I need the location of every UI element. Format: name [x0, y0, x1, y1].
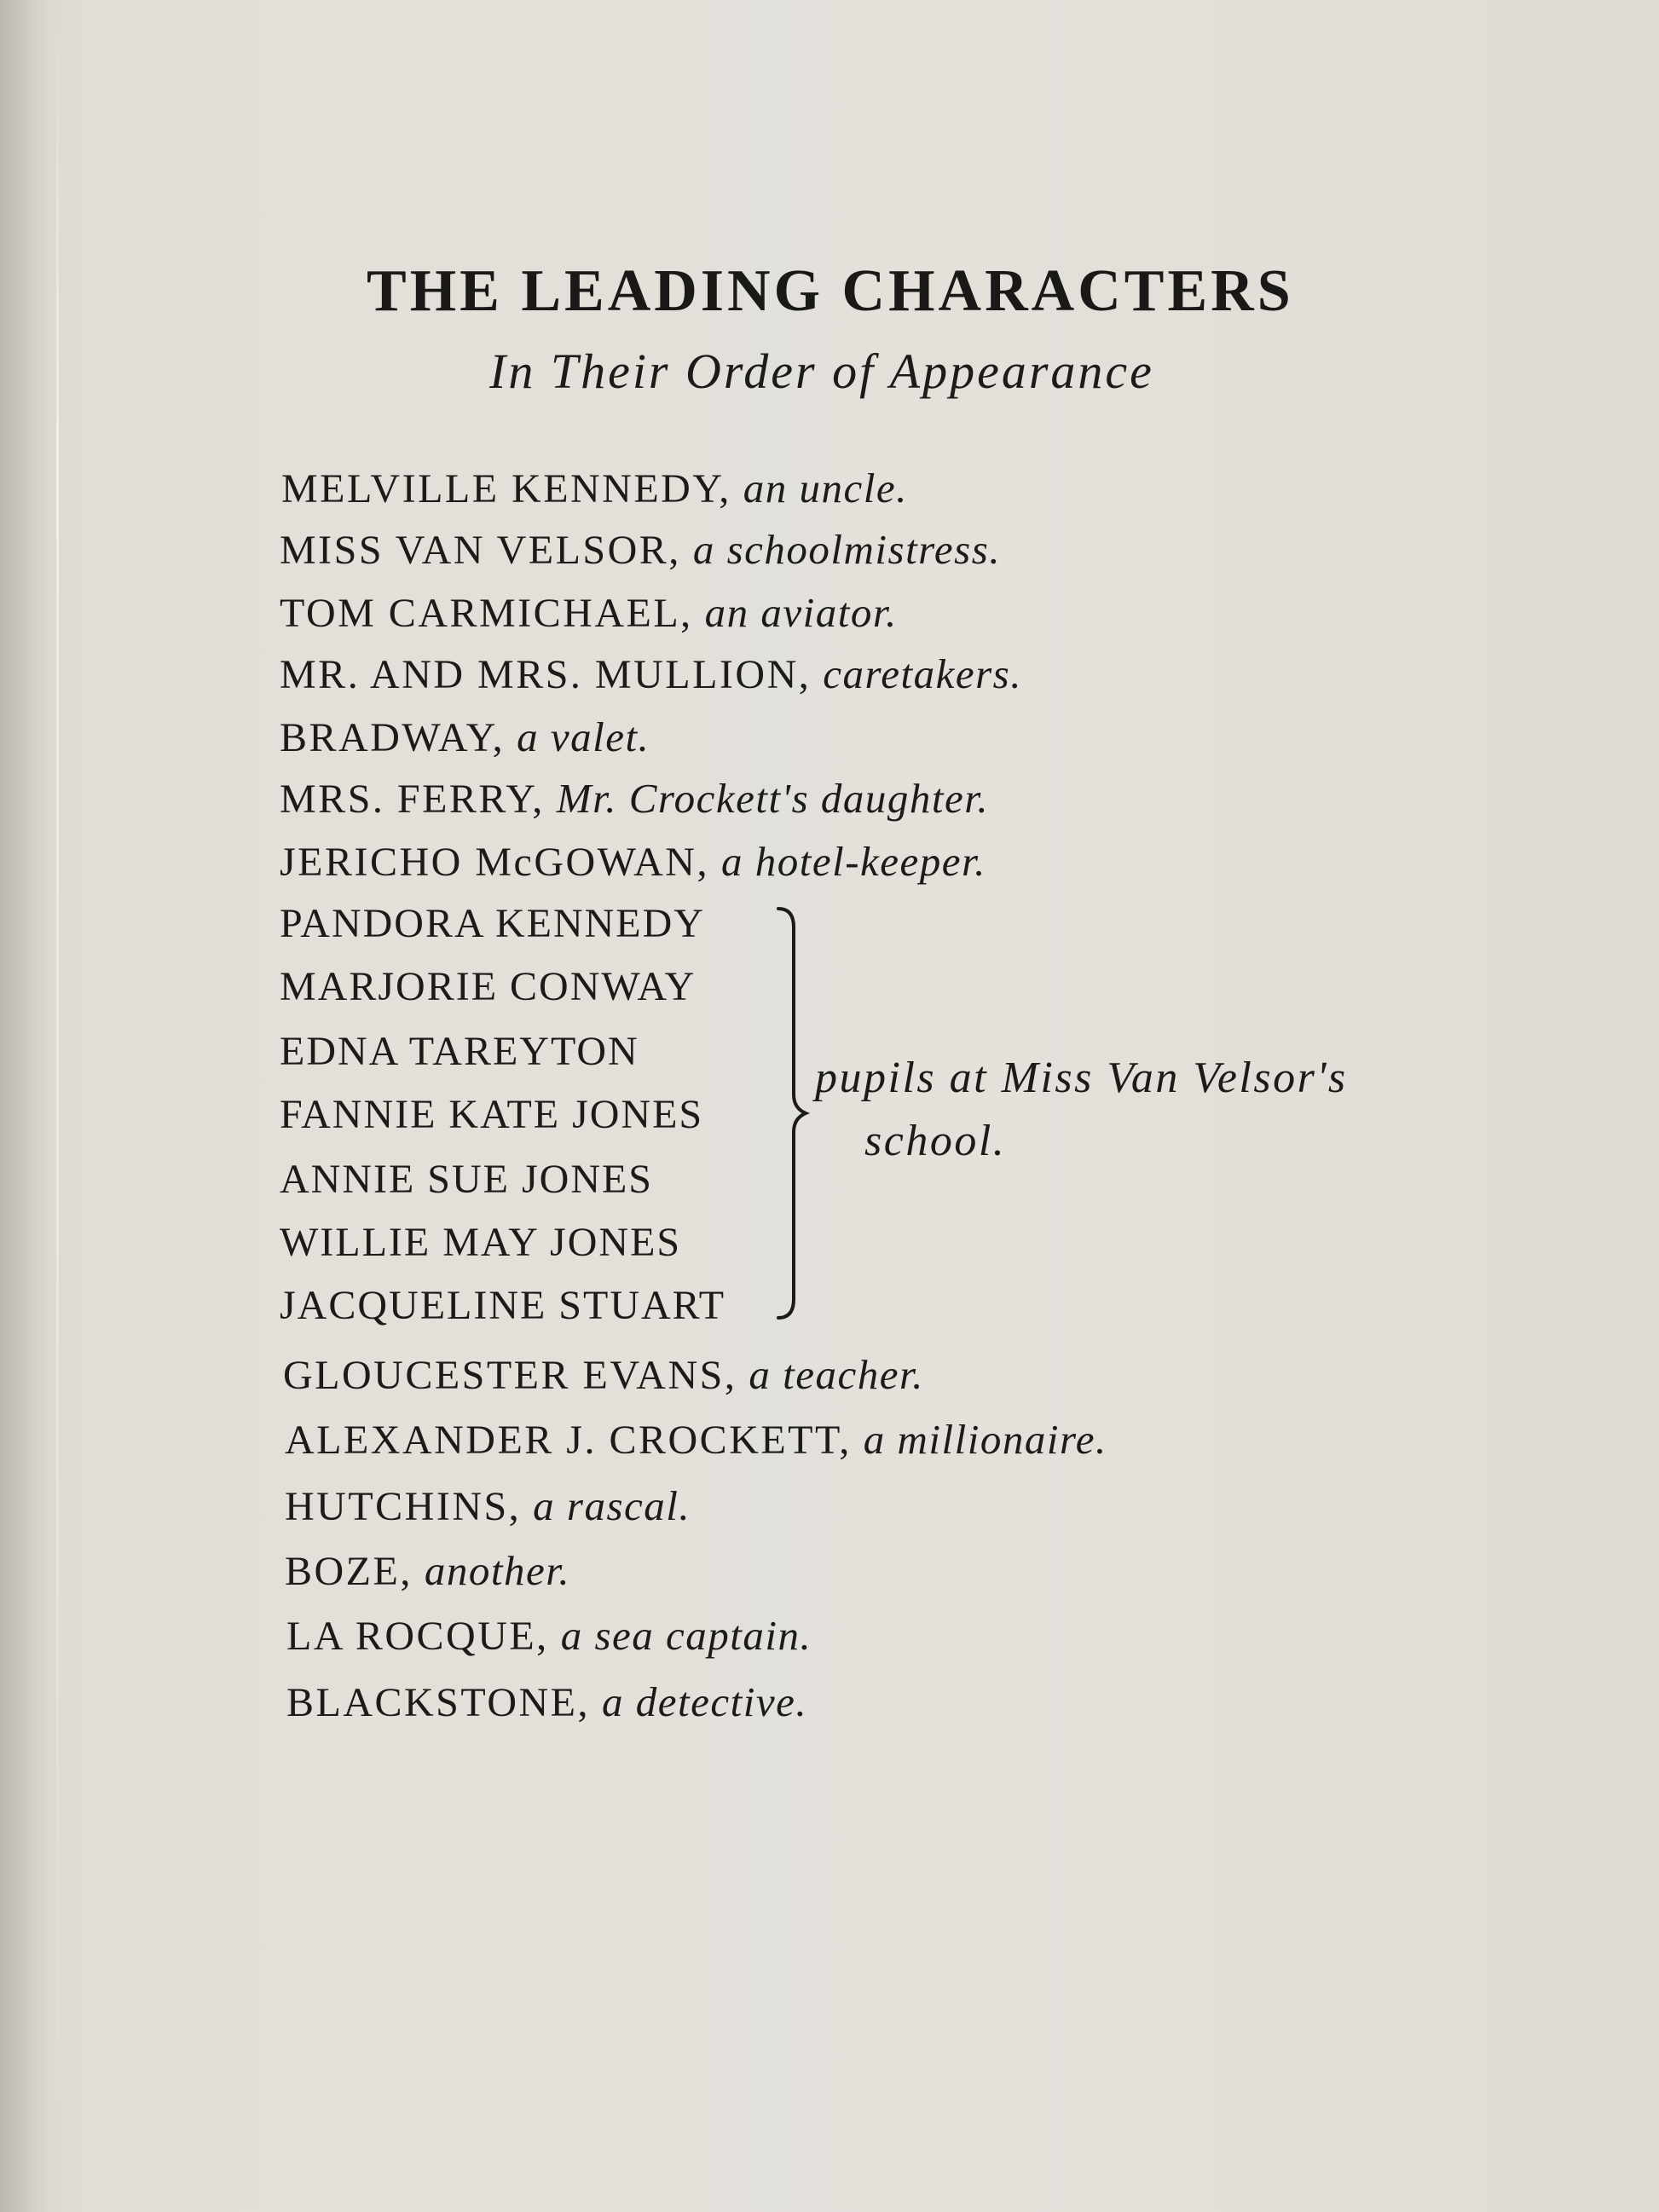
character-role: Mr. Crockett's daughter.	[556, 775, 990, 822]
page-subtitle: In Their Order of Appearance	[489, 344, 1154, 399]
character-line	[280, 840, 986, 883]
pupil-name: PANDORA KENNEDY	[280, 901, 705, 946]
character-role: caretakers.	[823, 650, 1022, 697]
character-line	[280, 650, 1022, 697]
character-line	[285, 1547, 571, 1594]
character-role: a teacher.	[749, 1351, 924, 1398]
page-gutter-edge	[56, 0, 59, 2212]
pupils-note-line2: school.	[864, 1117, 1007, 1165]
pupils-note	[815, 1047, 1348, 1173]
character-line	[286, 1678, 808, 1725]
pupil-name: JACQUELINE STUART	[280, 1283, 726, 1328]
character-line	[280, 589, 898, 636]
pupils-note-line1: pupils at Miss Van Velsor's	[815, 1054, 1348, 1102]
character-name: LA ROCQUE,	[286, 1614, 549, 1659]
character-name: MRS. FERRY,	[280, 777, 545, 822]
character-line	[285, 1482, 691, 1529]
character-name: MISS VAN VELSOR,	[280, 528, 681, 573]
character-line	[280, 713, 650, 760]
pupil-name: WILLIE MAY JONES	[280, 1220, 682, 1265]
character-line	[280, 777, 989, 820]
character-role: a schoolmistress.	[692, 526, 1002, 573]
character-name: BRADWAY,	[280, 715, 506, 760]
character-name: HUTCHINS,	[285, 1484, 522, 1529]
character-name: BOZE,	[285, 1549, 413, 1594]
character-role: a valet.	[517, 713, 650, 760]
character-name: JERICHO McGOWAN,	[280, 840, 709, 885]
character-role: a millionaire.	[863, 1416, 1107, 1463]
character-line	[280, 528, 1001, 571]
pupil-name: EDNA TAREYTON	[280, 1029, 639, 1074]
character-line	[281, 467, 908, 510]
character-line	[283, 1351, 924, 1398]
character-name: MELVILLE KENNEDY,	[281, 466, 731, 511]
pupil-name: MARJORIE CONWAY	[280, 964, 697, 1009]
page-title: THE LEADING CHARACTERS	[367, 258, 1294, 324]
pupil-name: FANNIE KATE JONES	[280, 1092, 704, 1137]
character-role: an uncle.	[743, 465, 908, 511]
character-line	[285, 1418, 1107, 1461]
character-role: a sea captain.	[560, 1612, 812, 1659]
character-line	[286, 1614, 812, 1657]
character-role: another.	[424, 1547, 571, 1594]
page-gutter-shadow	[0, 0, 51, 2212]
character-name: BLACKSTONE,	[286, 1680, 590, 1725]
character-name: GLOUCESTER EVANS,	[283, 1353, 737, 1398]
character-name: ALEXANDER J. CROCKETT,	[285, 1418, 852, 1463]
character-role: an aviator.	[704, 589, 898, 636]
character-role: a rascal.	[533, 1482, 691, 1529]
pupil-name: ANNIE SUE JONES	[280, 1157, 653, 1202]
character-name: TOM CARMICHAEL,	[280, 591, 693, 636]
character-name: MR. AND MRS. MULLION,	[280, 652, 812, 697]
character-role: a detective.	[601, 1678, 808, 1725]
character-role: a hotel-keeper.	[720, 838, 986, 885]
